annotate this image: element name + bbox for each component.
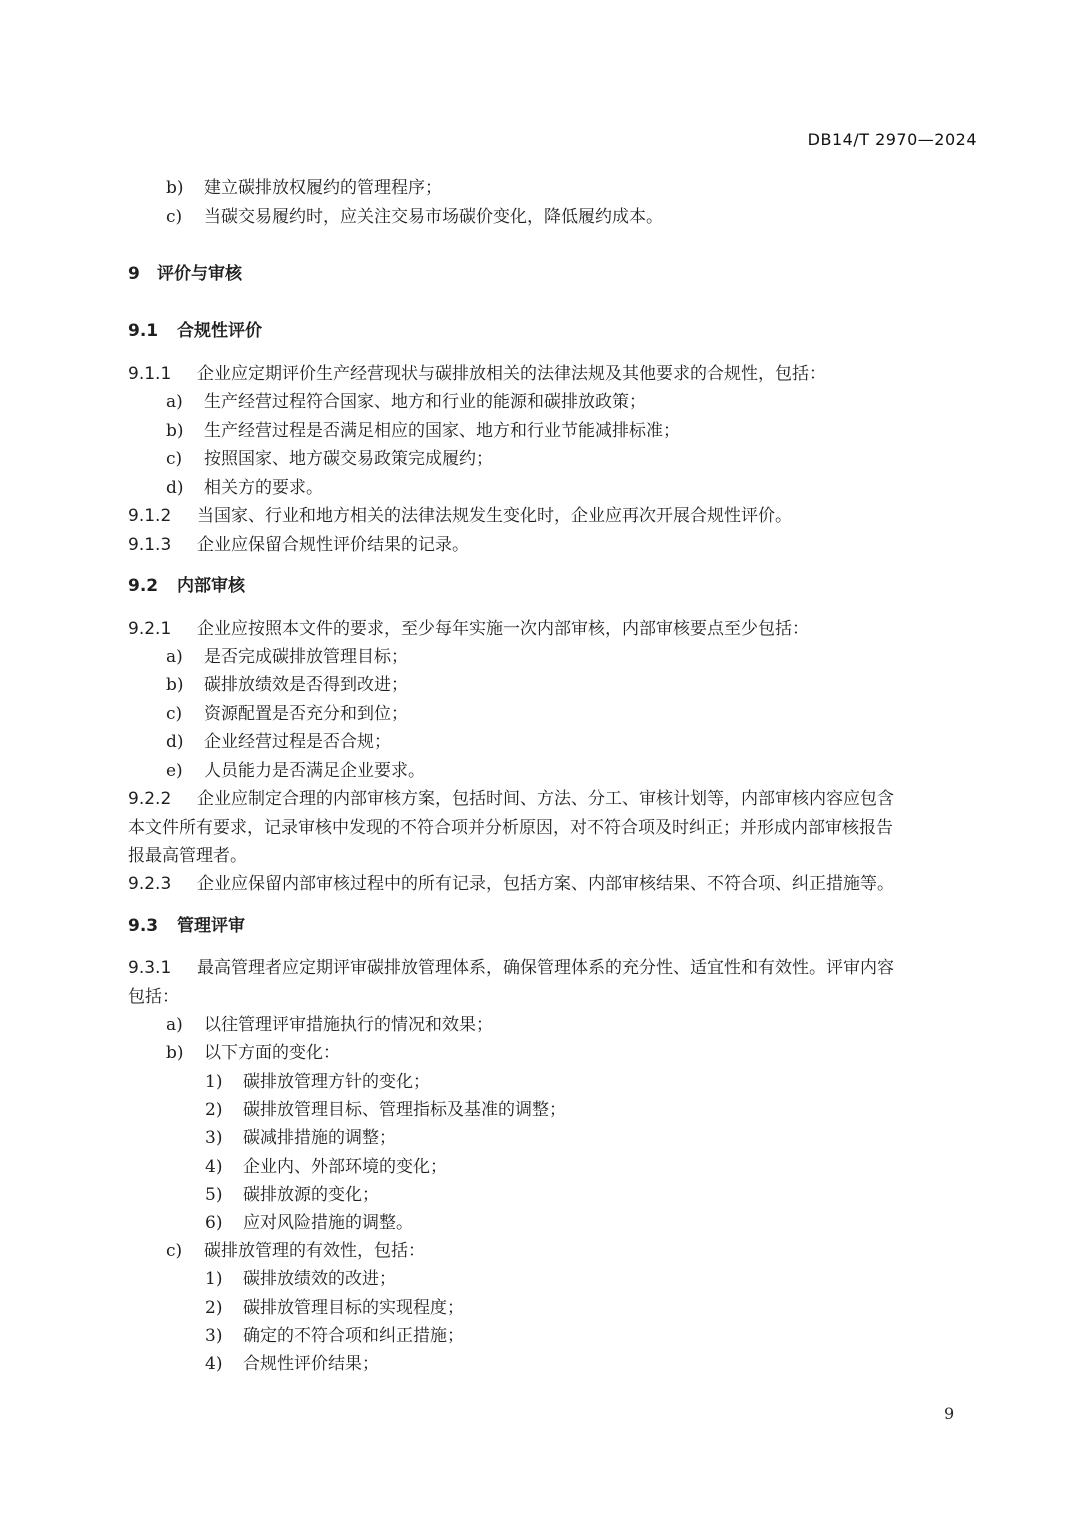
list-marker: c) xyxy=(166,449,183,469)
sub-list-item xyxy=(205,1156,447,1178)
page-number: 9 xyxy=(944,1404,955,1423)
list-item xyxy=(166,760,425,782)
list-text: 生产经营过程符合国家、地方和行业的能源和碳排放政策； xyxy=(204,392,646,412)
list-marker: b) xyxy=(166,675,184,695)
list-item xyxy=(166,448,493,470)
section-number: 9.1 xyxy=(128,321,159,341)
list-marker: 1) xyxy=(205,1072,223,1092)
clause-9-3-1 xyxy=(128,957,894,979)
standard-code: DB14/T 2970—2024 xyxy=(807,130,977,149)
clause-text: 当国家、行业和地方相关的法律法规发生变化时，企业应再次开展合规性评价。 xyxy=(197,506,792,526)
list-text: 碳排放管理目标的实现程度； xyxy=(243,1298,464,1318)
list-item xyxy=(166,1014,493,1036)
list-marker: b) xyxy=(166,421,184,441)
list-text: 企业内、外部环境的变化； xyxy=(243,1157,447,1177)
list-text: 碳排放绩效的改进； xyxy=(243,1269,396,1289)
list-marker: 4) xyxy=(205,1157,223,1177)
list-marker: c) xyxy=(166,1241,183,1261)
list-marker: a) xyxy=(166,647,183,667)
list-marker: 2) xyxy=(205,1298,223,1318)
section-heading-9 xyxy=(128,263,242,285)
clause-9-2-1 xyxy=(128,618,809,640)
sub-list-item xyxy=(205,1297,464,1319)
clause-number: 9.1.1 xyxy=(128,364,172,384)
clause-text: 最高管理者应定期评审碳排放管理体系，确保管理体系的充分性、适宜性和有效性。评审内容 xyxy=(197,958,894,978)
list-text: 碳排放绩效是否得到改进； xyxy=(204,675,408,695)
section-number: 9 xyxy=(128,264,140,284)
clause-9-1-3 xyxy=(128,534,469,556)
list-item xyxy=(166,177,442,199)
list-text: 按照国家、地方碳交易政策完成履约； xyxy=(204,449,493,469)
list-item xyxy=(166,477,323,499)
sub-list-item xyxy=(205,1071,430,1093)
list-marker: 5) xyxy=(205,1185,223,1205)
list-marker: a) xyxy=(166,1015,183,1035)
clause-9-2-2-continuation: 本文件所有要求，记录审核中发现的不符合项并分析原因，对不符合项及时纠正；并形成内部审核报告 xyxy=(128,818,893,838)
section-title: 内部审核 xyxy=(177,576,245,596)
list-text: 碳排放管理的有效性，包括： xyxy=(204,1241,425,1261)
list-text: 碳排放源的变化； xyxy=(243,1185,379,1205)
list-text: 合规性评价结果； xyxy=(243,1354,379,1374)
list-item xyxy=(166,1042,340,1064)
list-marker: c) xyxy=(166,207,183,227)
section-heading-9-2 xyxy=(128,575,245,597)
sub-list-item xyxy=(205,1127,396,1149)
list-item xyxy=(166,731,391,753)
section-number: 9.3 xyxy=(128,916,159,936)
sub-list-item xyxy=(205,1184,379,1206)
clause-text: 企业应制定合理的内部审核方案，包括时间、方法、分工、审核计划等，内部审核内容应包含 xyxy=(197,789,894,809)
list-item xyxy=(166,420,680,442)
clause-number: 9.1.2 xyxy=(128,506,172,526)
list-item xyxy=(166,206,663,228)
list-marker: 1) xyxy=(205,1269,223,1289)
list-text: 碳减排措施的调整； xyxy=(243,1128,396,1148)
list-item xyxy=(166,646,408,668)
clause-number: 9.1.3 xyxy=(128,535,172,555)
clause-text: 企业应定期评价生产经营现状与碳排放相关的法律法规及其他要求的合规性，包括： xyxy=(197,364,826,384)
clause-number: 9.2.2 xyxy=(128,789,172,809)
clause-number: 9.2.1 xyxy=(128,619,172,639)
list-text: 人员能力是否满足企业要求。 xyxy=(204,761,425,781)
list-marker: b) xyxy=(166,1043,184,1063)
list-marker: d) xyxy=(166,732,184,752)
clause-number: 9.2.3 xyxy=(128,874,172,894)
list-marker: e) xyxy=(166,761,183,781)
list-item xyxy=(166,703,408,725)
section-title: 评价与审核 xyxy=(157,264,242,284)
list-text: 应对风险措施的调整。 xyxy=(243,1213,413,1233)
list-text: 碳排放管理方针的变化； xyxy=(243,1072,430,1092)
list-text: 企业经营过程是否合规； xyxy=(204,732,391,752)
list-item xyxy=(166,1240,425,1262)
list-text: 建立碳排放权履约的管理程序； xyxy=(204,178,442,198)
list-text: 确定的不符合项和纠正措施； xyxy=(243,1326,464,1346)
sub-list-item xyxy=(205,1353,379,1375)
list-marker: 4) xyxy=(205,1354,223,1374)
list-text: 生产经营过程是否满足相应的国家、地方和行业节能减排标准； xyxy=(204,421,680,441)
sub-list-item xyxy=(205,1268,396,1290)
section-heading-9-3 xyxy=(128,915,245,937)
list-text: 以下方面的变化： xyxy=(204,1043,340,1063)
sub-list-item xyxy=(205,1212,413,1234)
list-marker: d) xyxy=(166,478,184,498)
list-marker: 2) xyxy=(205,1100,223,1120)
list-marker: b) xyxy=(166,178,184,198)
section-title: 管理评审 xyxy=(177,916,245,936)
clause-text: 企业应按照本文件的要求，至少每年实施一次内部审核，内部审核要点至少包括： xyxy=(197,619,809,639)
clause-9-2-2 xyxy=(128,788,894,810)
list-marker: 3) xyxy=(205,1128,223,1148)
list-item xyxy=(166,391,646,413)
clause-9-2-2-continuation: 报最高管理者。 xyxy=(128,846,247,866)
sub-list-item xyxy=(205,1099,566,1121)
section-heading-9-1 xyxy=(128,320,262,342)
sub-list-item xyxy=(205,1325,464,1347)
clause-number: 9.3.1 xyxy=(128,958,172,978)
list-text: 资源配置是否充分和到位； xyxy=(204,704,408,724)
clause-9-2-3 xyxy=(128,873,894,895)
clause-text: 企业应保留合规性评价结果的记录。 xyxy=(197,535,469,555)
section-title: 合规性评价 xyxy=(177,321,262,341)
clause-9-1-2 xyxy=(128,505,792,527)
list-marker: 6) xyxy=(205,1213,223,1233)
list-marker: a) xyxy=(166,392,183,412)
list-marker: c) xyxy=(166,704,183,724)
list-text: 当碳交易履约时，应关注交易市场碳价变化，降低履约成本。 xyxy=(204,207,663,227)
list-text: 是否完成碳排放管理目标； xyxy=(204,647,408,667)
section-number: 9.2 xyxy=(128,576,159,596)
list-text: 相关方的要求。 xyxy=(204,478,323,498)
list-item xyxy=(166,674,408,696)
clause-text: 企业应保留内部审核过程中的所有记录，包括方案、内部审核结果、不符合项、纠正措施等。 xyxy=(197,874,894,894)
list-text: 碳排放管理目标、管理指标及基准的调整； xyxy=(243,1100,566,1120)
clause-9-3-1-continuation: 包括： xyxy=(128,987,179,1007)
list-marker: 3) xyxy=(205,1326,223,1346)
clause-9-1-1 xyxy=(128,363,826,385)
list-text: 以往管理评审措施执行的情况和效果； xyxy=(204,1015,493,1035)
